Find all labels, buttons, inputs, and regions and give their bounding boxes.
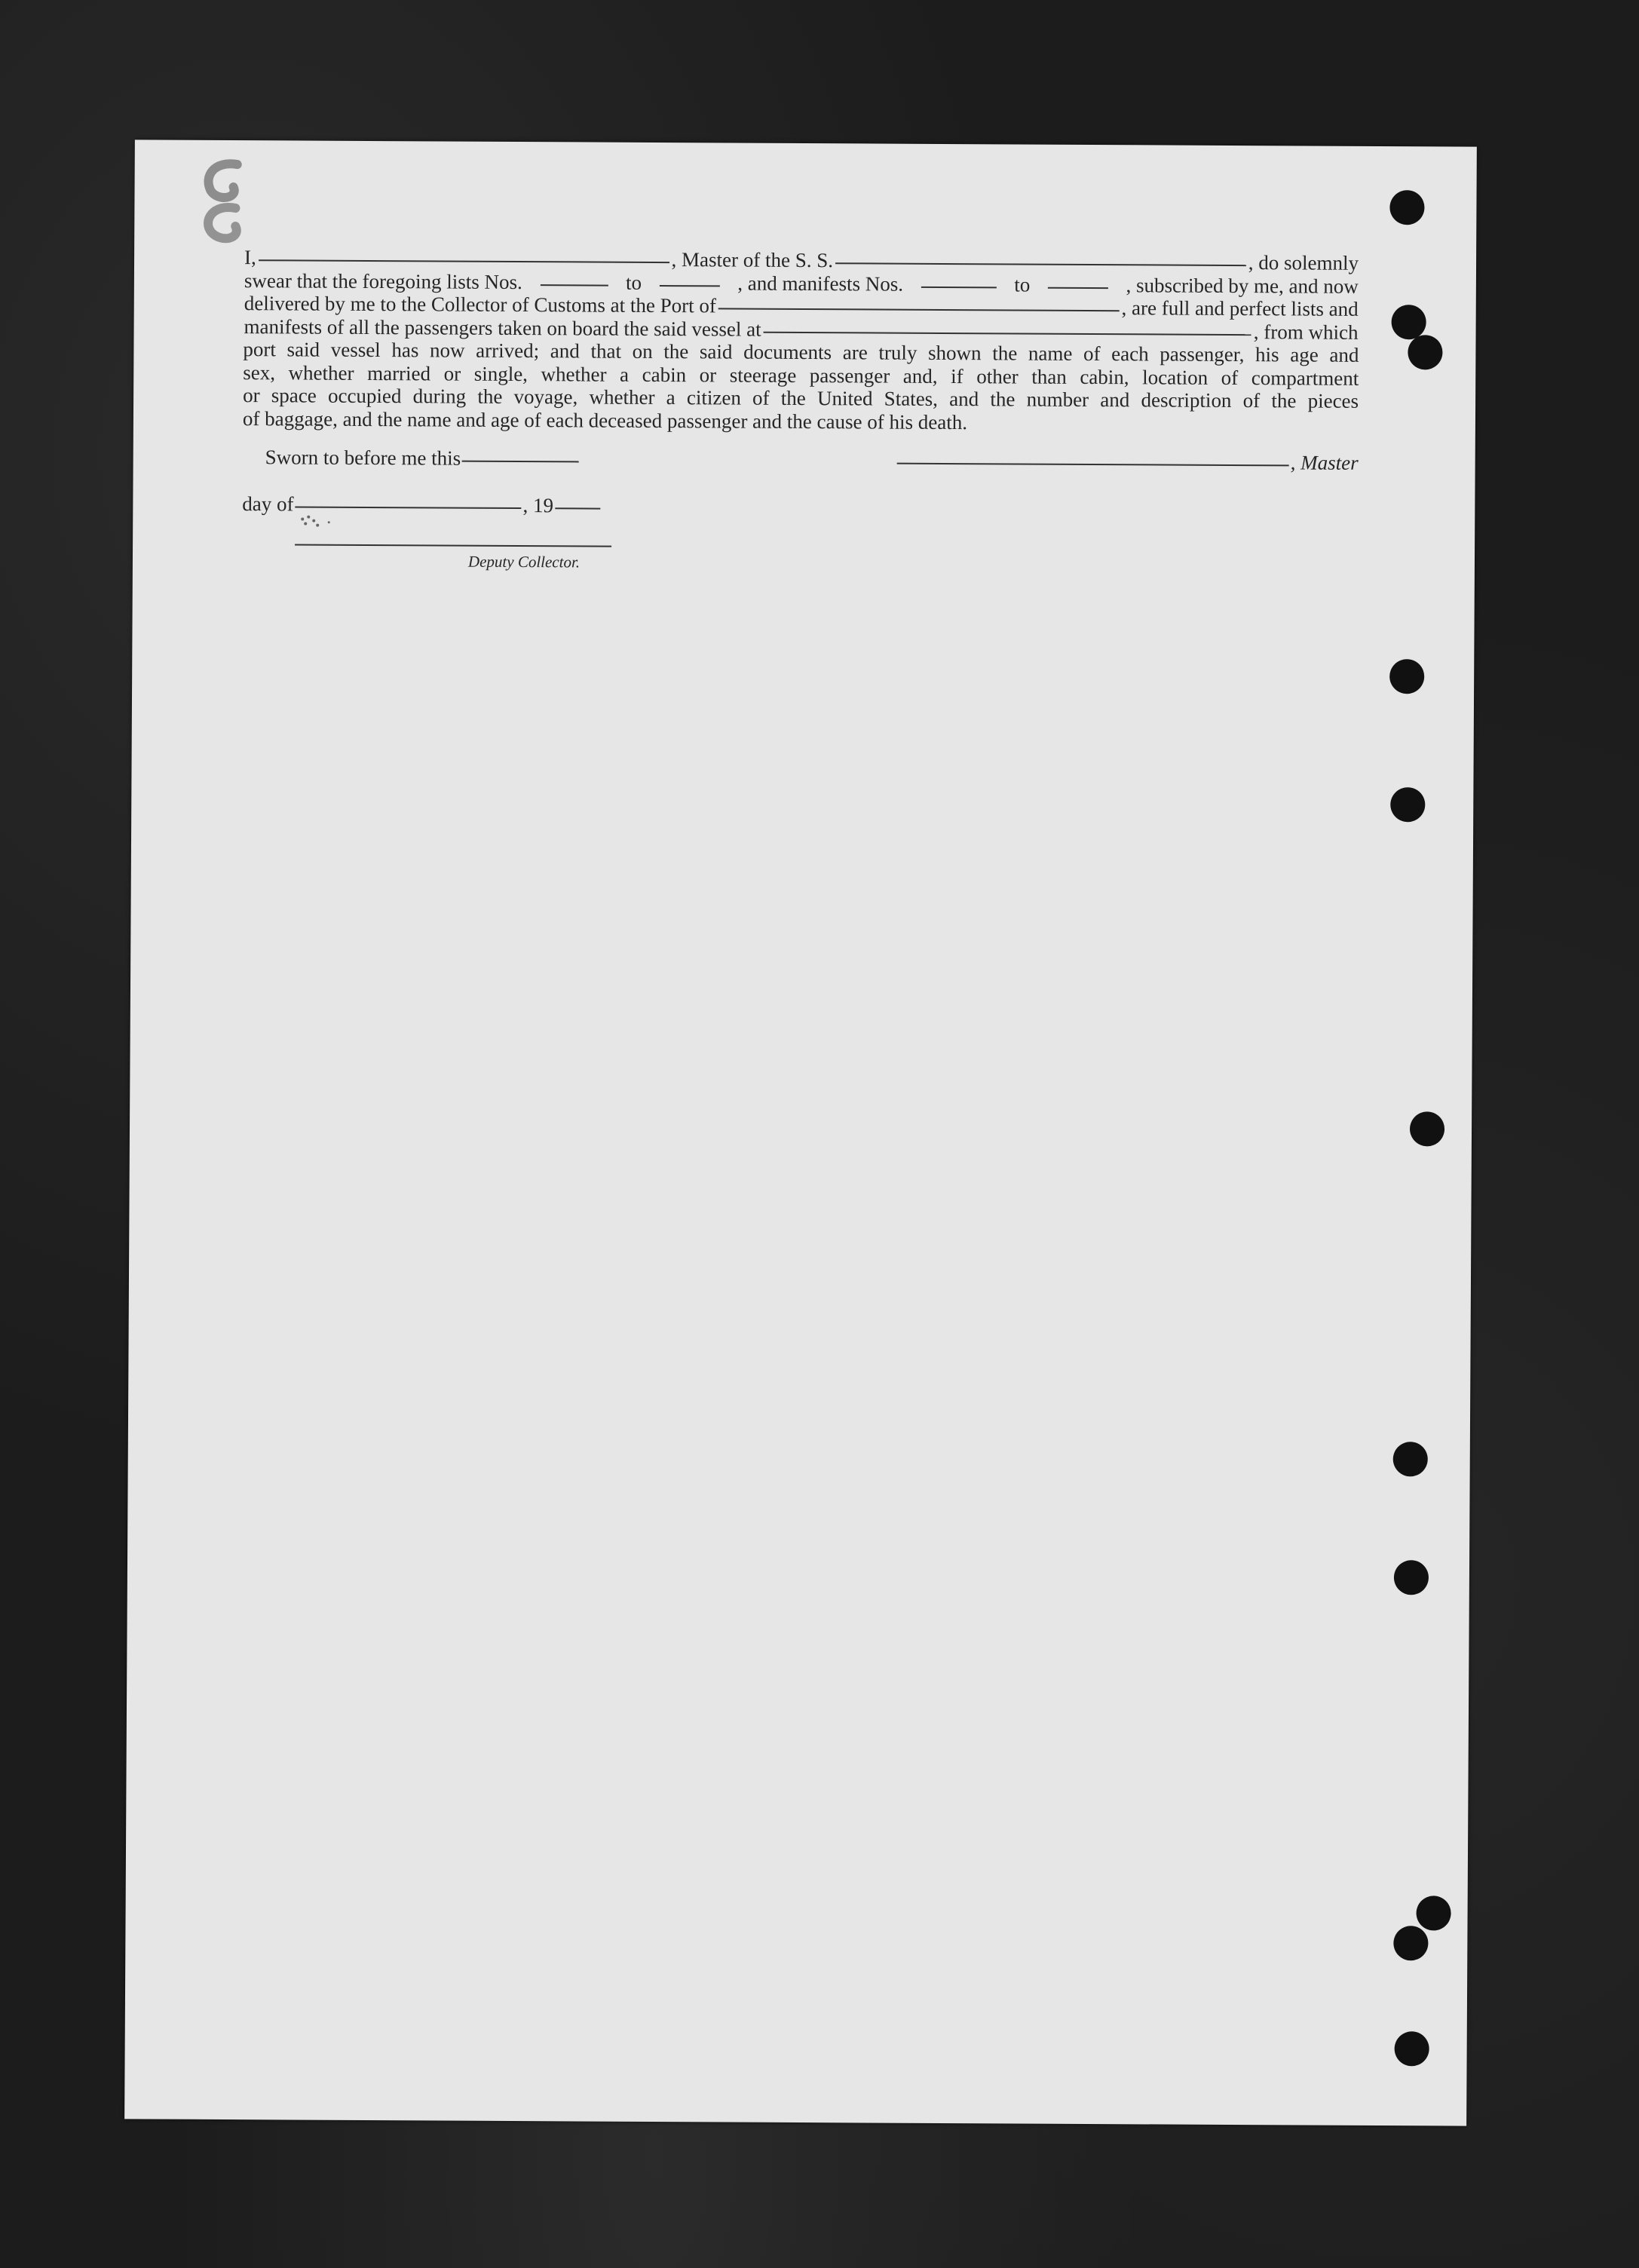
text-to-1: to xyxy=(626,271,642,294)
punch-hole xyxy=(1395,2031,1429,2066)
punch-hole xyxy=(1416,1896,1451,1930)
port-blank xyxy=(718,308,1120,311)
text-port-of: delivered by me to the Collector of Customs at the Port of xyxy=(244,292,716,317)
deputy-collector-label: Deputy Collector. xyxy=(467,552,581,572)
text-line-6: sex, whether married or single, whether a cabin or steerage passenger and, if other than cabin, location of compartment xyxy=(243,360,1359,390)
lists-to-blank xyxy=(660,285,720,287)
master-signature-line xyxy=(896,449,1359,475)
punch-hole xyxy=(1394,1560,1429,1595)
punch-hole xyxy=(1390,787,1425,822)
text-i: I, xyxy=(244,246,256,269)
master-declaration xyxy=(243,246,1359,436)
punch-hole xyxy=(1389,190,1424,225)
lists-from-blank xyxy=(540,284,608,286)
manifests-from-blank xyxy=(921,286,997,288)
oath-signature-block xyxy=(242,446,1359,572)
text-do-solemnly: , do solemnly xyxy=(1248,251,1359,274)
text-full-perfect: , are full and perfect lists and xyxy=(1121,296,1359,320)
sworn-label: Sworn to before me this xyxy=(265,446,461,470)
manifests-to-blank xyxy=(1048,287,1108,288)
document-page xyxy=(124,139,1477,2125)
vessel-name-blank xyxy=(835,262,1246,266)
year-blank xyxy=(555,507,600,509)
text-master-of-ss: , Master of the S. S. xyxy=(671,248,834,272)
text-vessel-at: manifests of all the passengers taken on board the said vessel at xyxy=(244,314,761,341)
day-of-label: day of xyxy=(242,492,294,516)
text-to-2: to xyxy=(1014,272,1031,296)
text-line-8: of baggage, and the name and age of each deceased passenger and the cause of his death. xyxy=(242,406,968,434)
ink-smudge xyxy=(295,510,340,532)
punch-hole xyxy=(1408,335,1442,369)
sworn-date-blank xyxy=(462,461,579,463)
year-label: , 19 xyxy=(522,494,554,517)
ink-stamp-mark xyxy=(191,157,260,247)
text-manifests-nos: , and manifests Nos. xyxy=(737,271,904,296)
master-label: , Master xyxy=(1290,451,1359,474)
text-subscribed: , subscribed by me, and now xyxy=(1126,273,1359,298)
sworn-line xyxy=(265,446,581,470)
text-from-which: , from which xyxy=(1253,320,1359,344)
text-lists-nos: swear that the foregoing lists Nos. xyxy=(244,268,522,293)
boarding-port-blank xyxy=(764,331,1251,335)
text-line-5: port said vessel has now arrived; and that on the said documents are truly shown the name of each passenger, his age and xyxy=(243,338,1359,366)
punch-hole xyxy=(1392,305,1426,339)
master-signature-blank xyxy=(897,463,1289,467)
text-line-7: or space occupied during the voyage, whether a citizen of the United States, and the number and description of the pieces xyxy=(243,384,1359,412)
master-name-blank xyxy=(259,259,669,263)
punch-hole xyxy=(1410,1111,1444,1146)
punch-hole xyxy=(1389,659,1424,694)
punch-hole xyxy=(1393,1926,1428,1960)
month-blank xyxy=(296,506,522,509)
deputy-signature-rule xyxy=(295,544,611,547)
punch-hole xyxy=(1393,1442,1428,1476)
